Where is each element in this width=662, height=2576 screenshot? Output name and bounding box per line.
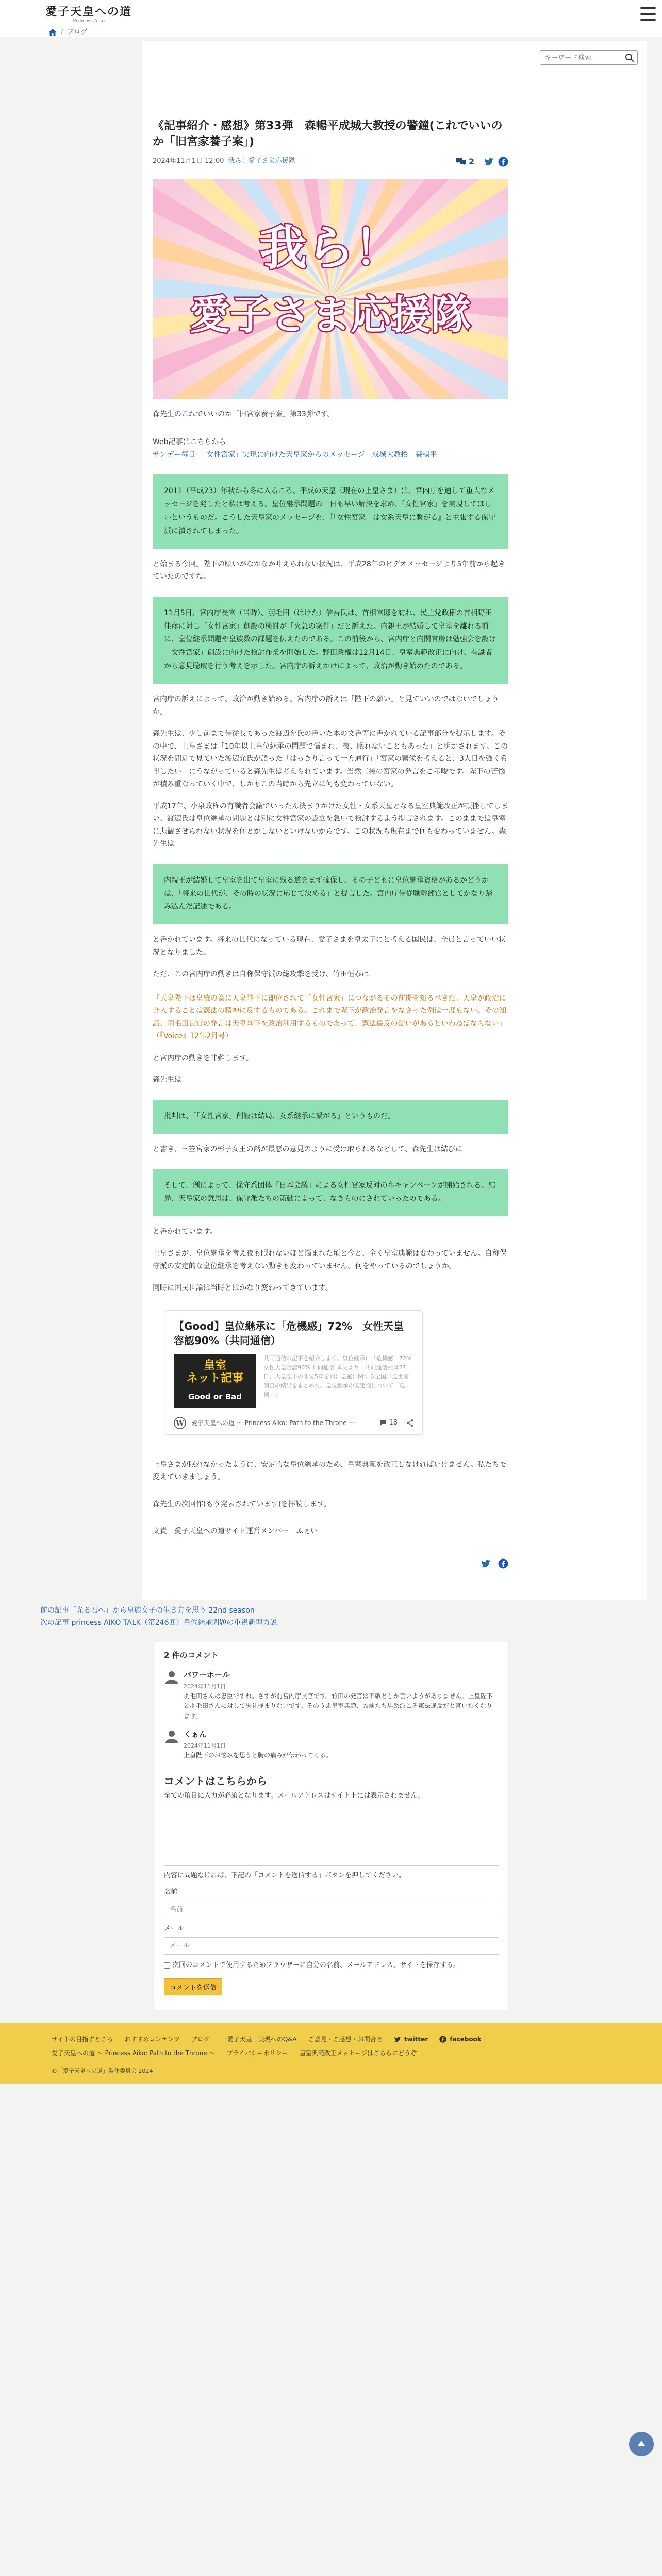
- embed-title[interactable]: 【Good】皇位継承に「危機感」72% 女性天皇容認90%（共同通信）: [174, 1319, 404, 1347]
- footer-link-recommended[interactable]: おすすめコンテンツ: [124, 2035, 180, 2043]
- article: [153, 118, 508, 1569]
- submit-comment-button[interactable]: コメントを送信: [164, 1978, 222, 1995]
- twitter-icon[interactable]: [481, 1558, 491, 1569]
- article-paragraph: 森先生は: [153, 1076, 181, 1084]
- reply-title: コメントはこちらから: [164, 1774, 267, 1787]
- main-card: [142, 41, 647, 1600]
- comments-section: [153, 1642, 509, 2010]
- embed-site-name: 愛子天皇への道 〜 Princess Aiko: Path to the Throne 〜: [191, 1419, 355, 1427]
- quote-box: 2011（平成23）年秋から冬に入るころ、平成の天皇（現在の上皇さま）は、宮内庁を通して重大なメッセージを発したと私は考える。皇位継承問題の一日も早い解決を求め、「女性宮家」を実現してほしいというものだ。こうした天皇家のメッセージを、『「女性宮家」は女系天皇に繋がる』と主張する保守派に潰されてしまった。: [153, 474, 508, 549]
- site-logo[interactable]: [45, 5, 132, 24]
- closing-1: 上皇さまが眠れなかったように、安定的な皇位継承のため、皇室典範を改正しなければいけません。私たちで変えていきましょう。: [153, 1460, 507, 1482]
- avatar: [164, 1669, 179, 1685]
- comment-icon: [379, 1419, 387, 1426]
- article-date: 2024年11月1日 12:00: [153, 157, 224, 165]
- quote-text: 「天皇陛下は皇統の為に天皇陛下に即位されて「女性宮家」につながるその前提を知るべきだ。天皇が政治に介入することは憲法の精神に反するものである。これまで陛下が政治発言をなさった例は一度もない。その知識、羽毛田長官の発言は天皇陛下を政治利用するものであって、憲法違反の疑いがあるといわねばならない」（『Voice』12年2月号）: [153, 994, 506, 1041]
- comment-textarea[interactable]: [164, 1809, 499, 1866]
- facebook-icon[interactable]: [498, 1558, 508, 1569]
- post-navigation: [40, 1605, 662, 1630]
- scroll-to-top-button[interactable]: [629, 2432, 654, 2456]
- breadcrumb: [48, 27, 87, 39]
- site-footer: [0, 2023, 662, 2084]
- footer-link-facebook[interactable]: [439, 2034, 482, 2045]
- article-paragraph: と書かれています。: [153, 1227, 217, 1236]
- comment-notes: 全ての項目に入力が必須となります。メールアドレスはサイト上には表示されません。: [164, 1791, 425, 1800]
- search-box: [540, 50, 638, 65]
- article-meta: [153, 155, 508, 169]
- article-paragraph: と書かれています。将来の世代になっている現在、愛子さまを皇太子にと考える国民は、全員と言っていい状況となりました。: [153, 936, 506, 957]
- comment-date: 2024年11月1日: [184, 1683, 226, 1690]
- embed-thumb-subtitle: Good or Bad: [188, 1392, 242, 1401]
- prev-post-link[interactable]: 前の記事「光る君へ」から皇族女子の生き方を思う 22nd season: [40, 1606, 255, 1615]
- article-paragraph: 平成17年、小泉政権の有識者会議でいったん決まりかけた女性・女系天皇となる皇室典範改正が頓挫してしまい、渡辺氏は皇位継承の問題とは別に女性宮家の設立を急いで検討するよう提言されます。このままでは皇室に悲観させられない状況を何とかしないといけないからです。この状況も現在まで何も変わっていません。森先生は: [153, 802, 508, 849]
- quote-box: 内親王が結婚して皇室を出て皇室に残る道をまず確保し、その子どもに皇位継承資格があるかどうかは、「将来の世代が、その時の状況に応じて決める」と提言した。宮内庁侍従職幹部官としてかなり踏み込んだ記述である。: [153, 864, 508, 925]
- article-paragraph: と書き、三笠宮家の彬子女王の話が最悪の意見のように受け取られるなどして、森先生は結びに: [153, 1145, 463, 1154]
- footer-link-home[interactable]: 愛子天皇への道 〜 Princess Aiko: Path to the Throne 〜: [52, 2049, 216, 2057]
- quote-box: 批判は、「「女性宮家」創設は結局、女系継承に繋がる」というものだ。: [153, 1100, 508, 1134]
- avatar: [164, 1728, 179, 1744]
- breadcrumb-separator: /: [61, 28, 63, 36]
- menu-icon[interactable]: [640, 7, 656, 21]
- comments-heading: 2 件のコメント: [164, 1650, 219, 1660]
- comments-icon: [455, 157, 467, 166]
- article-paragraph: 同時に国民世論は当時とはかなり変わってきています。: [153, 1284, 333, 1293]
- article-paragraph: 宮内庁の訴えによって、政治が動き始める。宮内庁の訴えは「陛下の願い」と見ていいのではないでしょうか。: [153, 695, 499, 716]
- cookie-consent: [164, 1960, 498, 1971]
- arrow-up-icon: [636, 2439, 647, 2449]
- article-title: 《記事紹介・感想》第33弾 森暢平成城大教授の警鐘(これでいいのか「旧宮家養子案」): [153, 120, 503, 148]
- embedded-post-card[interactable]: [165, 1310, 423, 1435]
- footer-link-twitter[interactable]: [394, 2034, 428, 2045]
- closing-2: 森先生の次回作(もう発表されています)を拝読します。: [153, 1500, 331, 1509]
- logo-line2: Princess Aiko: [73, 19, 105, 24]
- search-icon[interactable]: [625, 53, 634, 62]
- footer-link-blog[interactable]: ブログ: [191, 2035, 210, 2043]
- twitter-icon: [394, 2036, 401, 2043]
- comment-date: 2024年11月1日: [184, 1742, 226, 1750]
- cookie-consent-checkbox[interactable]: [164, 1962, 170, 1969]
- embed-excerpt: 共同通信の記事を紹介します。皇位継承に「危機感」72% 女性天皇容認90% 共同通信 本文より 共同通信社は27日、天皇陛下の即位5年を前に皇室に関する全国郵送世論調査の結果をまとめた。皇位継承の安定性について「危機...」: [263, 1354, 418, 1398]
- embed-comment-count: [379, 1417, 398, 1429]
- copyright: ©「愛子天皇への道」製作委員会 2024: [52, 2067, 153, 2074]
- article-author: 文責 愛子天皇への道サイト運営メンバー ふぇい: [153, 1527, 318, 1536]
- comment-item: [164, 1668, 498, 1721]
- article-tag[interactable]: 我ら！愛子さま応援隊: [228, 157, 295, 165]
- embed-thumbnail[interactable]: [174, 1354, 256, 1408]
- hero-text-line1: 我ら！: [259, 220, 402, 276]
- footer-link-message[interactable]: 皇室典範改正メッセージはこちらにどうぞ: [299, 2049, 417, 2057]
- breadcrumb-blog[interactable]: ブログ: [67, 28, 88, 36]
- quote-box: 11月5日、宮内庁長官（当時）、羽毛田（はけた）信吾氏は、首相官邸を訪れ、民主党政権の首相野田佳彦に対し「女性宮家」創設の検討が「火急の案件」だと訴えた。内親王が結婚して皇室を離れる前に、皇位継承問題や皇族数の課題を伝えたのである。この前後から、宮内庁と内閣官房は勉強会を設け「女性宮家」創設に向けた検討作業を開始した。野田政権は12月14日、皇室典範改正に向け、有識者から意見聴取を行う考えを示した。宮内庁の訴えかけによって、政治が動き始めたのである。: [153, 597, 508, 684]
- wordpress-icon: [174, 1417, 186, 1429]
- embed-thumb-title: 皇室 ネット記事: [186, 1359, 243, 1385]
- site-header: [0, 0, 662, 37]
- next-post-link[interactable]: 次の記事 princess AIKO TALK（第246回）皇位継承問題の重視新型力説: [40, 1618, 277, 1627]
- home-icon[interactable]: [48, 29, 57, 36]
- facebook-icon: [439, 2036, 446, 2043]
- logo-line1: 愛子天皇への道: [45, 5, 133, 19]
- footer-link-privacy[interactable]: プライバシーポリシー: [226, 2049, 288, 2057]
- footer-facebook-label: facebook: [450, 2035, 482, 2043]
- footer-link-qa[interactable]: 「愛子天皇」実現へのQ&A: [221, 2035, 297, 2043]
- search-input[interactable]: [540, 52, 623, 64]
- article-intro: 森先生のこれでいいのか「旧宮家養子案」第33弾です。: [153, 410, 335, 418]
- comment-item: [164, 1727, 498, 1761]
- article-paragraph: と始まる今回。陛下の願いがなかなか叶えられない状況は、平成28年のビデオメッセージより5年前から起きていたのですね。: [153, 560, 505, 581]
- article-paragraph: 森先生は、少し前まで侍従長であった渡辺允氏の書いた本の文書等に書かれている記事部分を提示します。その中で、上皇さまは「10年以上皇位継承の問題で悩まれ、夜、眠れないこともあった」と明かされます。この状況を間近で見ていた渡辺允氏が語った「はっきり言って一方通行」「宮家の繁栄を考えると、3人目を強く希望したい」にうながっていると森先生は考えられています。当然直接の宮家の発言をご示唆です。陛下の苦悩が積み重なっていく中で、しかもこの当時から先立に何も変わっていない。: [153, 730, 508, 789]
- comment-text: 羽毛田さんは忠臣ですね。さすが前宮内庁長官です。竹田の発言は不敬としか言いようがありません。上皇陛下と羽毛田さんに対して失礼極まりないです。そのうえ皇室典範、お前たち男系派こそ憲法違反だと言いたくなります。: [184, 1692, 493, 1720]
- comment-count-link[interactable]: [455, 155, 474, 169]
- article-paragraph: と宮内庁の動きを非難します。: [153, 1054, 253, 1062]
- comment-count: 2: [468, 156, 474, 166]
- share-icon[interactable]: [406, 1419, 414, 1427]
- cookie-consent-label: 次回のコメントで使用するためブラウザーに自分の名前、メールアドレス、サイトを保存する。: [172, 1961, 460, 1969]
- hero-banner-graphic: [153, 179, 508, 399]
- quote-box: そして、例によって、保守系団体「日本会議」による女性宮家反対のネキャンペーンが開始される。結局、天皇家の意思は、保守派たちの策動によって、なきものにされていったのである。: [153, 1169, 508, 1216]
- footer-link-about[interactable]: サイトの目指すところ: [52, 2035, 113, 2043]
- footer-links: [52, 2034, 567, 2059]
- comment-author[interactable]: パワーホール: [184, 1670, 230, 1680]
- article-paragraph: ただ、この宮内庁の動きは自称保守派の総攻撃を受け、竹田恒泰は: [153, 970, 369, 979]
- article-body: [153, 474, 508, 1295]
- comment-author[interactable]: くぁん: [184, 1729, 207, 1739]
- name-label: 名前: [164, 1888, 178, 1896]
- hero-text-line2: 愛子さま応援隊: [189, 292, 472, 338]
- comment-instruction: 内容に問題なければ、下記の「コメントを送信する」ボタンを押してください。: [164, 1871, 406, 1879]
- name-field[interactable]: [164, 1901, 499, 1918]
- facebook-icon[interactable]: [498, 157, 508, 167]
- svg-text:W: W: [176, 1419, 184, 1428]
- email-label: メール: [164, 1925, 184, 1933]
- comment-text: 上皇陛下のお悩みを思うと胸の痛みが伝わってくる。: [184, 1752, 332, 1759]
- footer-link-contact[interactable]: ご意見・ご感想・お問合せ: [308, 2035, 383, 2043]
- email-field[interactable]: [164, 1937, 499, 1955]
- hero-image: [153, 179, 508, 399]
- twitter-icon[interactable]: [484, 157, 494, 167]
- web-article-label: Web記事はこちらから: [153, 438, 226, 447]
- post-share: [153, 1558, 508, 1569]
- embed-comment-count-value: 18: [389, 1418, 398, 1427]
- article-paragraph: 上皇さまが、皇位継承を考え夜も眠れないほど悩まれた頃と今と、全く皇室典範は変わっていません。自称保守派の安定的な皇位継承を考えない動きも変わっていません。何をやっているのでしょうか。: [153, 1249, 507, 1270]
- web-article-link[interactable]: サンデー毎日：「女性宮家」実現に向けた天皇家からのメッセージ 成城大教授 森暢平: [153, 450, 437, 459]
- footer-twitter-label: twitter: [404, 2035, 428, 2043]
